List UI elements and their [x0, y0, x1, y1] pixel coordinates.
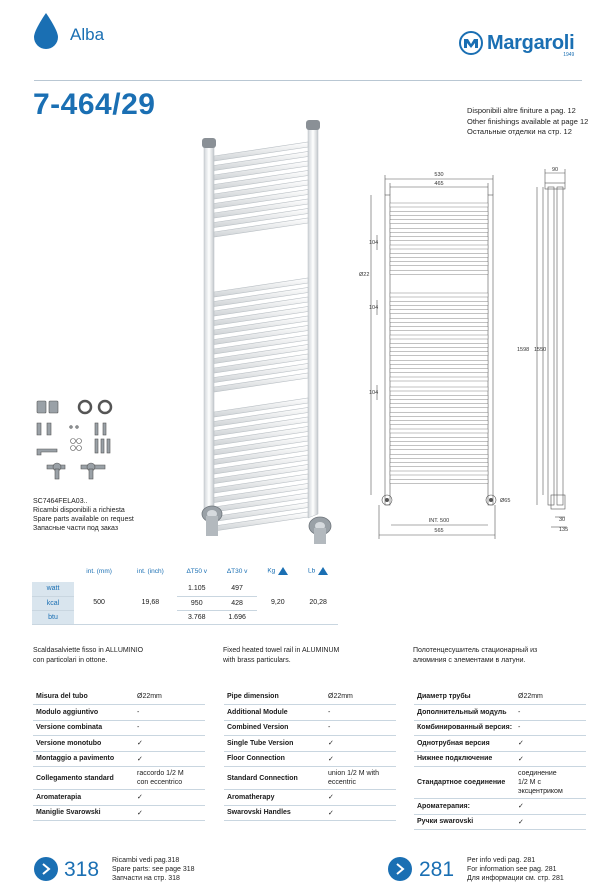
brand-logo: [459, 28, 574, 58]
dim-65: Ø65: [500, 498, 511, 504]
chevron-right-icon: [395, 863, 405, 875]
drawing-bar: [390, 270, 488, 274]
table-row: Aromaterapia ✓: [33, 790, 205, 806]
row-label: watt: [32, 582, 74, 596]
towel-rail-image: [196, 116, 342, 544]
drawing-bar: [390, 327, 488, 331]
drawing-bar: [390, 446, 488, 450]
row-label: kcal: [32, 596, 74, 610]
dim-1598: 1598: [517, 347, 530, 353]
features-table-ru: [414, 689, 586, 830]
col-kg: Kg: [257, 560, 298, 582]
table-row: Combined Version -: [224, 720, 396, 736]
brand-year: 1949: [563, 52, 575, 58]
drawing-bar: [390, 387, 488, 391]
dt50-value: 1.105: [177, 582, 217, 596]
table-row: Ароматерапия: ✓: [414, 799, 586, 815]
water-drop-icon: [33, 12, 59, 50]
drawing-bar: [390, 454, 488, 458]
drawing-bar: [390, 343, 488, 347]
drawing-bar: [390, 228, 488, 232]
table-row: Single Tube Version ✓: [224, 736, 396, 752]
drawing-bar: [390, 301, 488, 305]
drawing-bar: [390, 237, 488, 241]
description-line: Полотенцесушитель стационарный из: [413, 647, 538, 654]
int-mm-value: 500: [74, 582, 124, 624]
table-row: Ручки swarovski ✓: [414, 814, 586, 830]
dt50-value: 3.768: [177, 610, 217, 624]
drawing-bar: [390, 220, 488, 224]
kg-value: 9,20: [257, 582, 298, 624]
drawing-bar: [390, 262, 488, 266]
info-reference: Per info vedi pag. 281 For information see pag. 281 Для информации см. стр. 281: [467, 857, 564, 882]
table-row: Maniglie Svarowski ✓: [33, 805, 205, 821]
table-row: Standard Connection union 1/2 M with eccentric: [224, 767, 396, 790]
dim-22: Ø22: [359, 272, 370, 278]
table-row: Pipe dimension Ø22mm: [224, 689, 396, 705]
table-row: Floor Connection ✓: [224, 751, 396, 767]
drawing-bar: [390, 335, 488, 339]
page-link-281[interactable]: 281: [419, 858, 455, 881]
drawing-bar: [390, 479, 488, 483]
col-int-mm: int. (mm): [74, 560, 124, 582]
dim-int-500: INT. 500: [428, 518, 450, 524]
table-row: Versione combinata -: [33, 720, 205, 736]
finishes-note-en: Other finishings available at page 12: [467, 116, 589, 126]
parts-note-it: Ricambi disponibili a richiesta: [33, 507, 125, 514]
drawing-bar: [390, 471, 488, 475]
description-line: алюминия с элементами в латуни.: [413, 657, 526, 664]
parts-note-ru: Запасные части под заказ: [33, 525, 119, 532]
part-code: SC7464FELA03..: [33, 498, 88, 505]
drawing-bar: [390, 369, 488, 373]
description-line: Fixed heated towel rail in ALUMINUM: [223, 647, 340, 654]
description-line: con particolari in ottone.: [33, 657, 108, 664]
table-row: Однотрубная версия ✓: [414, 736, 586, 752]
dim-565: 565: [434, 528, 444, 534]
features-table-it: [33, 689, 205, 821]
drawing-bar: [390, 203, 488, 207]
spare-parts-reference: Ricambi vedi pag.318 Spare parts: see page 318 Запчасти на стр. 318: [112, 857, 195, 882]
drawing-bar: [390, 421, 488, 425]
table-row: Additional Module -: [224, 705, 396, 721]
dt50-value: 950: [177, 596, 217, 610]
dim-104-a: 104: [369, 240, 379, 246]
table-row: Modulo aggiuntivo -: [33, 705, 205, 721]
header-divider: [34, 80, 582, 81]
table-row: Стандартное соединение соединение 1/2 M с эксцентриком: [414, 767, 586, 799]
col-int-inch: int. (inch): [124, 560, 176, 582]
table-row: Collegamento standard raccordo 1/2 M con eccentrico: [33, 767, 205, 790]
description-en: [223, 646, 383, 666]
drawing-bar: [390, 377, 488, 381]
dim-104-b: 104: [369, 305, 379, 311]
col-dt30: ΔT30 v: [217, 560, 257, 582]
goto-page-281-button[interactable]: [388, 857, 412, 881]
features-table-en: [224, 689, 396, 821]
description-ru: [413, 646, 573, 666]
col-dt50: ΔT50 v: [177, 560, 217, 582]
drawing-bar: [390, 395, 488, 399]
col-lb: Lb: [298, 560, 338, 582]
spare-parts-image: [33, 397, 123, 487]
description-it: [33, 646, 193, 666]
table-row: Montaggio a pavimento ✓: [33, 751, 205, 767]
page-link-318[interactable]: 318: [64, 858, 100, 881]
weight-icon: [318, 567, 328, 575]
description-line: Scaldasalviette fisso in ALLUMINIO: [33, 647, 144, 654]
drawing-bar: [390, 211, 488, 215]
dt30-value: 428: [217, 596, 257, 610]
spare-parts-note: [33, 497, 134, 533]
table-row: Misura del tubo Ø22mm: [33, 689, 205, 705]
dt30-value: 497: [217, 582, 257, 596]
table-row: Versione monotubo ✓: [33, 736, 205, 752]
dim-90: 90: [551, 167, 559, 173]
parts-note-en: Spare parts available on request: [33, 516, 134, 523]
drawing-bar: [390, 429, 488, 433]
lb-value: 20,28: [298, 582, 338, 624]
int-inch-value: 19,68: [124, 582, 176, 624]
drawing-bar: [390, 310, 488, 314]
dim-530: 530: [434, 172, 444, 178]
dt30-value: 1.696: [217, 610, 257, 624]
dim-135: 135: [559, 527, 569, 533]
drawing-bar: [390, 404, 488, 408]
drawing-bar: [390, 437, 488, 441]
model-number: 7-464/29: [33, 88, 156, 121]
finishes-note-it: Disponibili altre finiture a pag. 12: [467, 106, 576, 115]
table-row: [32, 582, 338, 596]
table-row: Дополнительный модуль -: [414, 705, 586, 721]
dim-30: 30: [559, 517, 566, 523]
drawing-bar: [390, 412, 488, 416]
table-row: Aromatherapy ✓: [224, 790, 396, 806]
chevron-right-icon: [41, 863, 51, 875]
technical-drawing: [355, 165, 595, 545]
table-row: Диаметр трубы Ø22mm: [414, 689, 586, 705]
row-label: btu: [32, 610, 74, 624]
drawing-bar: [390, 253, 488, 257]
drawing-bar: [390, 352, 488, 356]
goto-page-318-button[interactable]: [34, 857, 58, 881]
dim-104-c: 104: [369, 390, 379, 396]
brand-name: Margaroli: [487, 31, 575, 54]
series-name: Alba: [70, 25, 105, 44]
description-line: with brass particulars.: [223, 657, 291, 664]
finishes-note: [467, 106, 588, 138]
table-row: Нижнее подключение ✓: [414, 751, 586, 767]
table-row: Комбинированный версия: -: [414, 720, 586, 736]
drawing-bar: [390, 318, 488, 322]
drawing-bar: [390, 360, 488, 364]
drawing-bar: [390, 245, 488, 249]
spec-table: [32, 560, 338, 625]
dim-465: 465: [434, 181, 444, 187]
drawing-bar: [390, 293, 488, 297]
dim-1550: 1550: [534, 347, 547, 353]
margaroli-emblem-icon: [459, 31, 483, 55]
drawing-bar: [390, 463, 488, 467]
finishes-note-ru: Остальные отделки на стр. 12: [467, 127, 572, 136]
weight-icon: [278, 567, 288, 575]
table-row: Swarovski Handles ✓: [224, 805, 396, 821]
